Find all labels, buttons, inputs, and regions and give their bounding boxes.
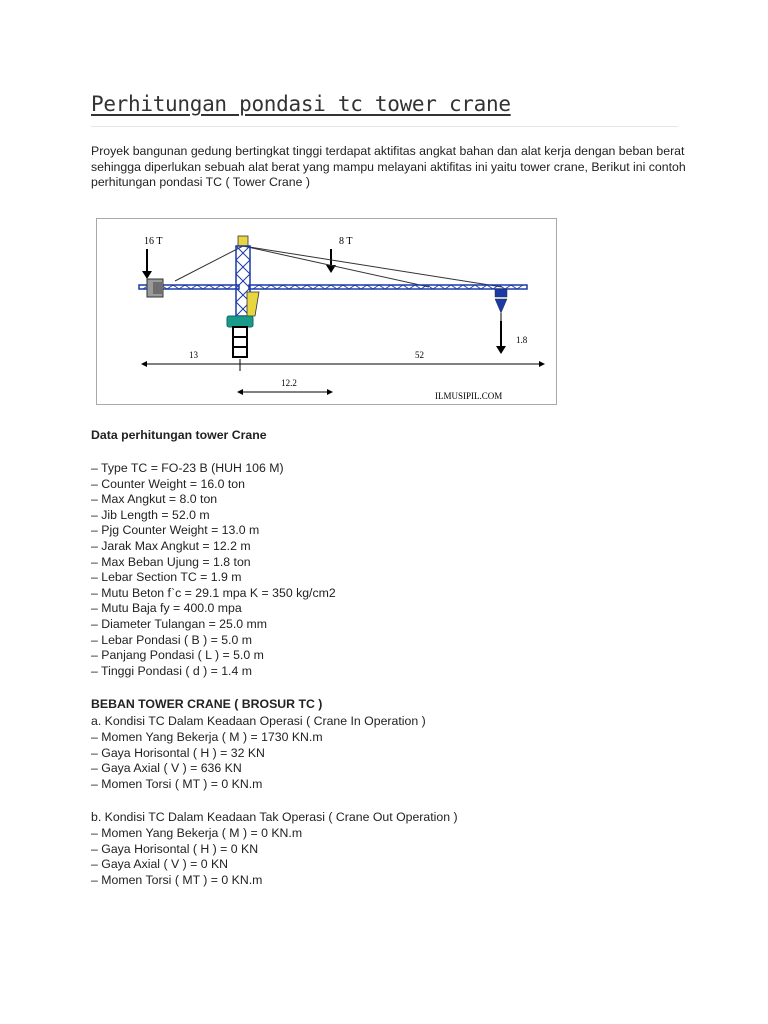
tower-crane-figure [96, 218, 557, 405]
list-item: – Counter Weight = 16.0 ton [91, 476, 245, 491]
beban-section-heading: BEBAN TOWER CRANE ( BROSUR TC ) [91, 697, 323, 711]
slewing-base [227, 316, 253, 327]
list-item: – Gaya Axial ( V ) = 636 KN [91, 761, 242, 776]
figure-credit: ILMUSIPIL.COM [435, 391, 503, 401]
list-item: – Gaya Horisontal ( H ) = 0 KN [91, 841, 259, 856]
lower-tower [233, 327, 247, 357]
data-list [91, 461, 336, 679]
list-item: – Momen Torsi ( MT ) = 0 KN.m [91, 872, 263, 887]
list-item: – Lebar Section TC = 1.9 m [91, 570, 242, 585]
list-item: – Jib Length = 52.0 m [91, 507, 210, 522]
list-item: – Jarak Max Angkut = 12.2 m [91, 538, 251, 553]
hook-load-arrow [496, 321, 506, 354]
page-title[interactable]: Perhitungan pondasi tc tower crane [91, 92, 511, 116]
list-item: – Lebar Pondasi ( B ) = 5.0 m [91, 632, 252, 647]
title-divider [91, 126, 678, 127]
data-section-heading: Data perhitungan tower Crane [91, 428, 267, 442]
counterweight-block [147, 279, 163, 297]
list-item: – Mutu Beton f`c = 29.1 mpa K = 350 kg/cm2 [91, 585, 336, 600]
list-item: – Momen Yang Bekerja ( M ) = 1730 KN.m [91, 730, 323, 744]
list-item: – Gaya Horisontal ( H ) = 32 KN [91, 745, 265, 760]
dimension-arrow-left [141, 361, 147, 367]
list-item: – Diameter Tulangan = 25.0 mm [91, 616, 268, 631]
list-item: – Max Beban Ujung = 1.8 ton [91, 554, 251, 569]
counter-jib-length-label: 13 [189, 350, 198, 360]
out-operation-list [91, 826, 302, 888]
trolley-hook [495, 289, 507, 321]
list-item: – Mutu Baja fy = 400.0 mpa [91, 601, 242, 616]
intro-paragraph: Proyek bangunan gedung bertingkat tinggi terdapat aktifitas angkat bahan dan alat kerja dengan beban berat sehingga diperlukan sebuah alat berat yang mampu melayani aktifitas ini yaitu tower crane, Berikut ini contoh perhitungan pondasi TC ( Tower Crane ) [91, 144, 686, 189]
reach-arrow-right [327, 389, 333, 395]
list-item: – Gaya Axial ( V ) = 0 KN [91, 857, 229, 872]
tower-apex [238, 236, 248, 246]
list-item: – Type TC = FO-23 B (HUH 106 M) [91, 461, 284, 475]
reach-arrow-left [237, 389, 243, 395]
main-jib [249, 285, 527, 289]
list-item: – Max Angkut = 8.0 ton [91, 492, 218, 507]
max-load-arrow [326, 249, 336, 273]
operation-condition-title: a. Kondisi TC Dalam Keadaan Operasi ( Crane In Operation ) [91, 714, 426, 728]
hook-load-label: 1.8 [516, 335, 528, 345]
max-load-label: 8 T [339, 236, 353, 247]
counter-load-label: 16 T [144, 236, 163, 247]
list-item: – Panjang Pondasi ( L ) = 5.0 m [91, 648, 264, 663]
list-item: – Momen Yang Bekerja ( M ) = 0 KN.m [91, 826, 303, 840]
jib-length-label: 52 [415, 350, 424, 360]
tie-cables [175, 246, 502, 287]
out-operation-condition-title: b. Kondisi TC Dalam Keadaan Tak Operasi ( Crane Out Operation ) [91, 810, 458, 824]
operator-cab [247, 292, 259, 316]
main-dimension-line [145, 359, 541, 371]
list-item: – Tinggi Pondasi ( d ) = 1.4 m [91, 663, 252, 678]
counter-load-arrow [142, 249, 152, 279]
list-item: – Pjg Counter Weight = 13.0 m [91, 523, 260, 538]
reach-length-label: 12.2 [281, 378, 297, 388]
dimension-arrow-right [539, 361, 545, 367]
operation-list [91, 730, 323, 792]
tower-crane-diagram [97, 219, 556, 404]
list-item: – Momen Torsi ( MT ) = 0 KN.m [91, 776, 263, 791]
